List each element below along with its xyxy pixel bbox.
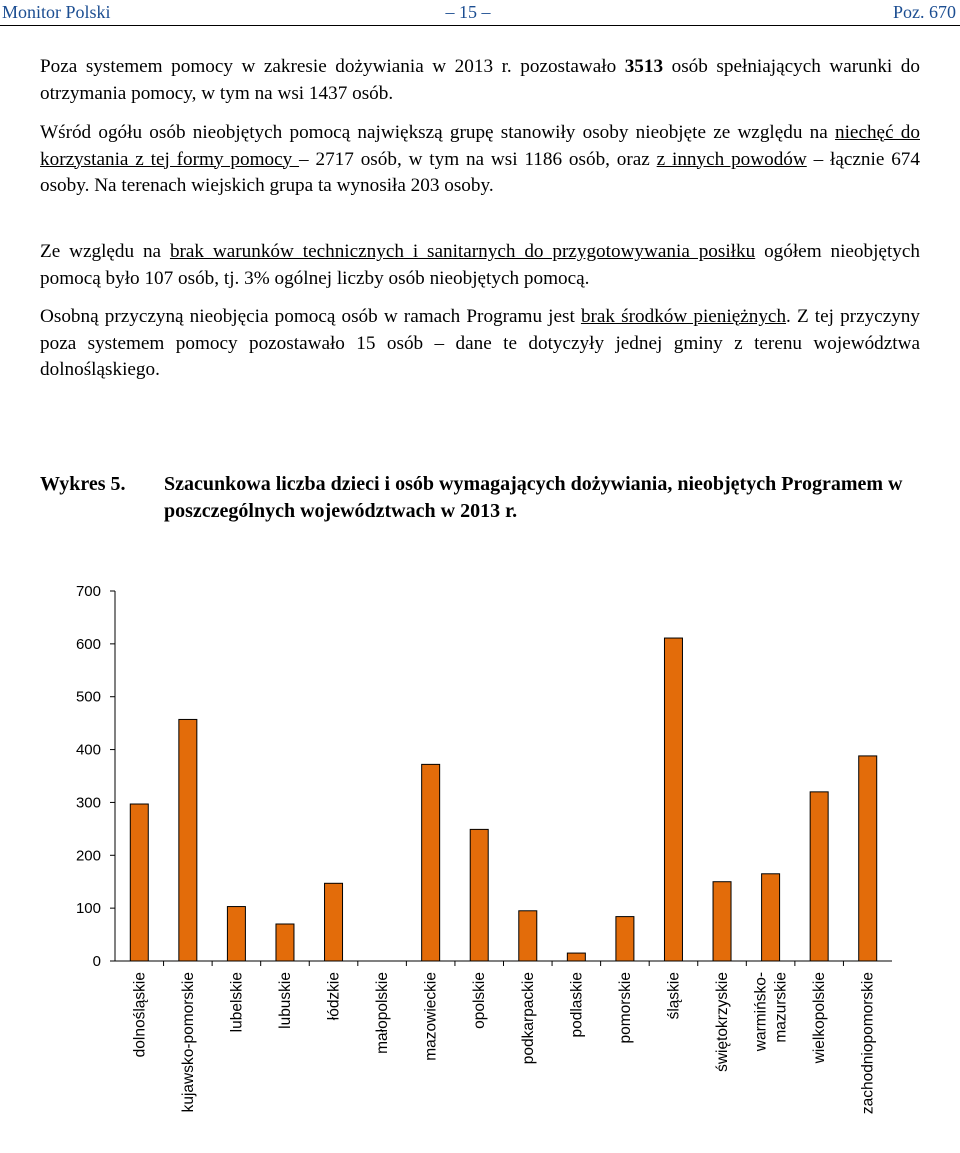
bar xyxy=(470,829,488,961)
x-category-label: małopolskie xyxy=(374,972,392,1054)
underlined-text: niechęć do korzystania z tej formy pomocy xyxy=(40,122,920,170)
x-category-label: kujawsko-pomorskie xyxy=(179,972,197,1113)
y-tick-label: 100 xyxy=(75,900,101,918)
bold-number: 3513 xyxy=(624,56,664,77)
bar xyxy=(762,874,780,961)
text-run: osób spełniających warunki do otrzymania pomocy, w tym na wsi 1437 osób. xyxy=(40,56,920,104)
x-category-label: wielkopolskie xyxy=(811,972,829,1064)
bar-chart xyxy=(0,560,960,1153)
page-number: – 15 – xyxy=(445,2,491,22)
y-tick-label: 0 xyxy=(92,953,101,970)
caption-text: Szacunkowa liczba dzieci i osób wymagających dożywiania, nieobjętych Programem w poszczególnych województwach w 2013 r. xyxy=(164,473,903,522)
bar xyxy=(276,924,294,961)
y-tick-label: 600 xyxy=(75,635,101,653)
x-category-label: pomorskie xyxy=(616,972,634,1044)
bar xyxy=(325,883,343,961)
x-category-label: łódzkie xyxy=(325,972,343,1021)
text-run: – łącznie 674 osoby. Na terenach wiejskich grupa ta wynosiła 203 osoby. xyxy=(40,148,920,196)
chart-bars xyxy=(130,638,876,961)
y-tick-label: 400 xyxy=(75,741,101,759)
bar xyxy=(713,882,731,961)
bar xyxy=(179,719,197,961)
bar xyxy=(227,907,245,961)
y-tick-label: 300 xyxy=(75,794,101,812)
text-run: Poza systemem pomocy w zakresie dożywiania w 2013 r. pozostawało xyxy=(40,56,625,77)
text-run: – 2717 osób, w tym na wsi 1186 osób, oraz xyxy=(299,148,657,170)
text-run: Osobną przyczyną nieobjęcia pomocą osób w ramach Programu jest xyxy=(40,306,581,327)
x-category-label: podlaskie xyxy=(568,972,586,1038)
publication-name: Monitor Polski xyxy=(2,2,111,22)
x-category-label: śląskie xyxy=(665,972,683,1020)
bar xyxy=(422,764,440,961)
bar xyxy=(859,756,877,961)
bar xyxy=(810,792,828,961)
y-tick-label: 200 xyxy=(75,847,101,865)
x-category-label: świętokrzyskie xyxy=(714,972,732,1072)
text-run: . Z tej przyczyny poza systemem pomocy pozostawało 15 osób – dane te dotyczyły jednej gminy z terenu województwa dolnośląskiego. xyxy=(40,306,920,380)
bar xyxy=(130,804,148,961)
bar xyxy=(616,917,634,961)
x-category-label: opolskie xyxy=(471,972,489,1029)
paragraph-3 xyxy=(40,239,920,292)
position-number: Poz. 670 xyxy=(893,2,956,22)
header-rule xyxy=(0,25,960,26)
text-run: Wśród ogółu osób nieobjętych pomocą największą grupę stanowiły osoby nieobjęte ze względu na xyxy=(40,122,835,143)
chart-x-labels xyxy=(131,972,876,1114)
paragraph-1 xyxy=(40,54,920,107)
page-header xyxy=(0,0,960,26)
y-tick-label: 700 xyxy=(75,583,101,600)
bar xyxy=(519,911,537,961)
x-category-label: zachodniopomorskie xyxy=(859,972,877,1115)
caption-number: Wykres 5. xyxy=(40,473,126,495)
underlined-text: brak warunków technicznych i sanitarnych do przygotowywania posiłku xyxy=(169,241,756,262)
x-category-label: mazurskie xyxy=(772,972,790,1043)
x-category-label: lubuskie xyxy=(276,972,294,1029)
x-category-label: podkarpackie xyxy=(519,972,537,1065)
underlined-text: z innych powodów xyxy=(656,148,807,170)
bar xyxy=(664,638,682,961)
underlined-text: brak środków pieniężnych xyxy=(580,306,787,327)
y-tick-label: 500 xyxy=(75,688,101,706)
text-run: Ze względu na xyxy=(40,241,170,262)
x-category-label: dolnośląskie xyxy=(131,972,149,1058)
chart-y-ticks xyxy=(76,583,115,970)
bar xyxy=(567,953,585,961)
text-run: ogółem nieobjętych pomocą było 107 osób, tj. 3% ogólnej liczby osób nieobjętych pomocą. xyxy=(40,241,920,289)
x-category-label: warmińsko- xyxy=(752,972,770,1052)
paragraph-2 xyxy=(40,120,920,200)
x-category-label: mazowieckie xyxy=(422,972,440,1061)
x-category-label: lubelskie xyxy=(228,972,246,1033)
paragraph-4 xyxy=(40,304,920,384)
